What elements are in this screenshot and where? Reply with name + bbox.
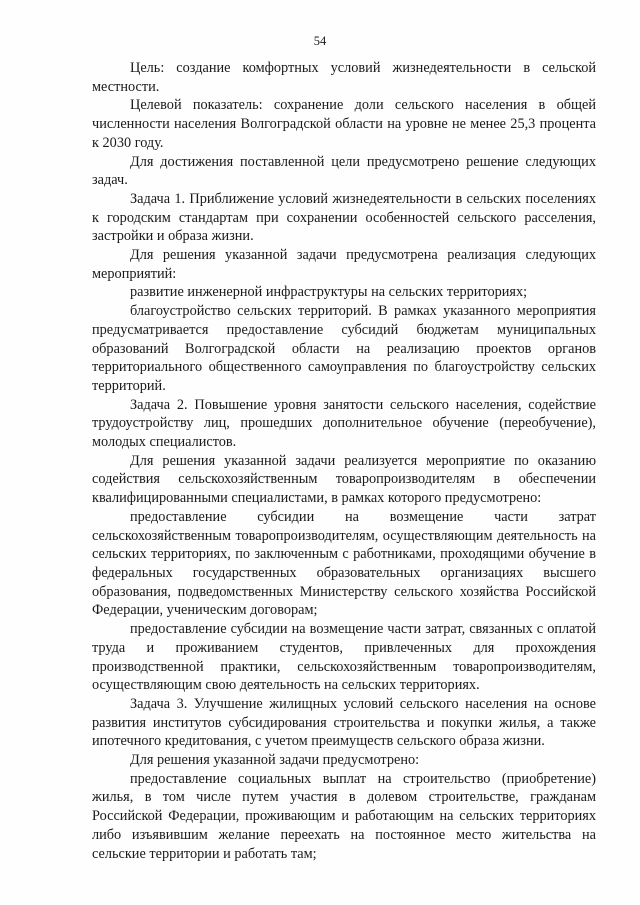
document-body bbox=[92, 59, 596, 863]
paragraph-task-1-measures-intro: Для решения указанной задачи предусмотрена реализация следующих мероприятий: bbox=[92, 247, 596, 282]
paragraph-task-1: Задача 1. Приближение условий жизнедеятельности в сельских поселениях к городским стандартам при сохранении особенностей сельского расселения, застройки и образа жизни. bbox=[92, 190, 596, 245]
paragraph-task-3: Задача 3. Улучшение жилищных условий сельского населения на основе развития институтов субсидирования строительства и покупки жилья, а также ипотечного кредитования, с учетом преимуществ сельского образа жизни. bbox=[92, 695, 596, 750]
paragraph-goal: Цель: создание комфортных условий жизнедеятельности в сельской местности. bbox=[92, 60, 596, 95]
paragraph-landscaping: благоустройство сельских территорий. В рамках указанного мероприятия предусматривается предоставление субсидий бюджетам муниципальных образований Волгоградской области на реализацию проектов органов территориального общественного самоуправления по благоустройству сельских территорий. bbox=[92, 303, 596, 394]
paragraph-target-indicator: Целевой показатель: сохранение доли сельского населения в общей численности населения Волгоградской области на уровне не менее 25,3 процента к 2030 году. bbox=[92, 97, 596, 151]
paragraph-tasks-intro: Для достижения поставленной цели предусмотрено решение следующих задач. bbox=[92, 153, 596, 189]
page-number: 54 bbox=[313, 34, 327, 48]
paragraph-task-3-measures-intro: Для решения указанной задачи предусмотрено: bbox=[130, 752, 420, 769]
paragraph-subsidy-students: предоставление субсидии на возмещение части затрат, связанных с оплатой труда и проживанием студентов, привлеченных для прохождения производственной практики, сельскохозяйственным товаропроизводителям, осуществляющим свою деятельность на сельских территориях. bbox=[92, 621, 596, 694]
paragraph-engineering-infrastructure: развитие инженерной инфраструктуры на сельских территориях; bbox=[130, 284, 528, 301]
paragraph-task-2: Задача 2. Повышение уровня занятости сельского населения, содействие трудоустройству лиц, прошедших дополнительное обучение (переобучение), молодых специалистов. bbox=[92, 396, 596, 451]
paragraph-task-2-measures-intro: Для решения указанной задачи реализуется мероприятие по оказанию содействия сельскохозяйственным товаропроизводителям в обеспечении квалифицированными специалистами, в рамках которого предусмотрено: bbox=[92, 452, 596, 507]
paragraph-social-payments: предоставление социальных выплат на строительство (приобретение) жилья, в том числе путем участия в долевом строительстве, гражданам Российской Федерации, проживающим и работающим на сельских территориях либо изъявившим желание переехать на постоянное место жительства на сельские территории и работать там; bbox=[92, 770, 596, 862]
paragraph-subsidy-training: предоставление субсидии на возмещение части затрат сельскохозяйственным товаропроизводителям, осуществляющим деятельность на сельских территориях, по заключенным с работниками, проходящими обучение в федеральных государственных образовательных организациях высшего образования, подведомственных Министерству сельского хозяйства Российской Федерации, ученическим договорам; bbox=[92, 508, 596, 619]
